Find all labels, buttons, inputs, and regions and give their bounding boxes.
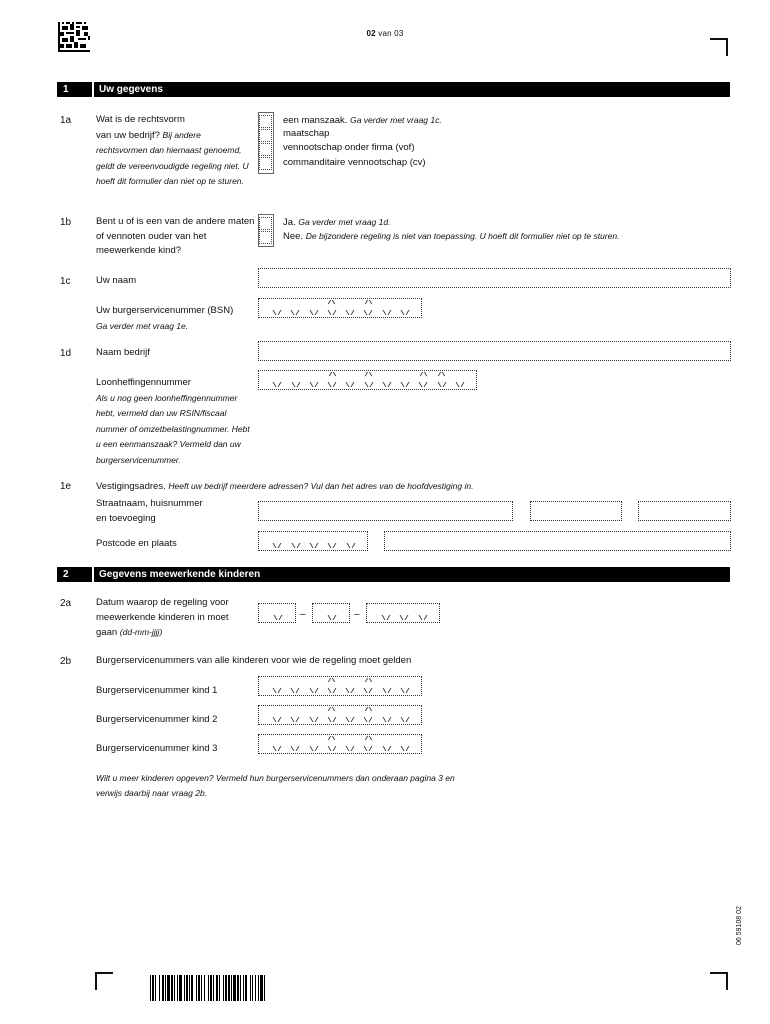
cell-divider [402, 688, 408, 693]
date-year-field[interactable] [366, 603, 440, 623]
barcode [150, 975, 315, 1001]
cell-divider [402, 310, 408, 315]
cell-divider [347, 688, 353, 693]
cell-divider [311, 310, 317, 315]
group-marker [366, 372, 371, 376]
cell-divider [293, 543, 299, 548]
checkbox-nee[interactable] [259, 231, 272, 244]
barcode-bar [201, 975, 202, 1001]
group-marker [330, 372, 335, 376]
housenumber-field[interactable] [530, 501, 622, 521]
barcode-bar [250, 975, 251, 1001]
barcode-bar [152, 975, 154, 1001]
cell-divider [274, 746, 280, 751]
barcode-bar [179, 975, 182, 1001]
cell-divider [366, 382, 372, 387]
barcode-bar [223, 975, 224, 1001]
loonheffingennummer-label: Loonheffingennummer Als u nog geen loonheffingennummer hebt, vermeld dan uw RSIN/fiscaal nummer of omzetbelastingnummer. Hebt u een eenmanszaak? Vermeld dan uw burgerservicenummer. [96, 377, 250, 465]
cell-divider [402, 382, 408, 387]
option-label: maatschap [283, 128, 330, 139]
cell-divider [383, 615, 389, 620]
name-field[interactable] [258, 268, 731, 288]
company-name-field[interactable] [258, 341, 731, 361]
checkbox-vof[interactable] [259, 143, 272, 156]
vestigingsadres-label: Vestigingsadres. Heeft uw bedrijf meerdere adressen? Vul dan het adres van de hoofdvestiging in. [96, 481, 474, 492]
barcode-bar [252, 975, 253, 1001]
option-label: Ja. Ga verder met vraag 1d. [283, 217, 391, 228]
question-number: 1a [60, 115, 72, 126]
barcode-bar [165, 975, 166, 1001]
barcode-bar [155, 975, 156, 1001]
registration-mark-bottom-left [95, 972, 113, 990]
barcode-bar [208, 975, 209, 1001]
cell-divider [402, 717, 408, 722]
barcode-bar [245, 975, 247, 1001]
cell-divider [457, 382, 463, 387]
cell-divider [384, 310, 390, 315]
barcode-bar [171, 975, 173, 1001]
group-marker [421, 372, 426, 376]
group-marker [366, 300, 371, 304]
barcode-bar [219, 975, 220, 1001]
cell-divider [365, 310, 371, 315]
cell-divider [274, 688, 280, 693]
more-children-note: Wilt u meer kinderen opgeven? Vermeld hun burgerservicenummers dan onderaan pagina 3 en verwijs daarbij naar vraag 2b. [96, 773, 455, 798]
cell-divider [329, 543, 335, 548]
child-2-bsn-field[interactable] [258, 705, 422, 725]
cell-divider [329, 615, 335, 620]
cell-divider [329, 382, 335, 387]
barcode-bar [258, 975, 259, 1001]
addition-field[interactable] [638, 501, 731, 521]
child-bsn-label: Burgerservicenummer kind 1 [96, 685, 218, 696]
barcode-bar [204, 975, 205, 1001]
date-separator: – [354, 609, 360, 620]
cell-divider [347, 746, 353, 751]
postcode-field[interactable] [258, 531, 368, 551]
checkbox-maatschap[interactable] [259, 129, 272, 142]
page-number: 02 van 03 [366, 29, 404, 38]
group-marker [329, 300, 334, 304]
street-label: Straatnaam, huisnummer en toevoeging [96, 498, 203, 524]
cell-divider [401, 615, 407, 620]
question-number: 2a [60, 598, 72, 609]
plaats-field[interactable] [384, 531, 731, 551]
cell-divider [384, 382, 390, 387]
barcode-bar [213, 975, 214, 1001]
barcode-bar [162, 975, 164, 1001]
date-day-field[interactable] [258, 603, 296, 623]
checkbox-cv[interactable] [259, 157, 272, 170]
date-month-field[interactable] [312, 603, 350, 623]
barcode-bar [198, 975, 200, 1001]
cell-divider [365, 746, 371, 751]
barcode-bar [260, 975, 263, 1001]
cell-divider [311, 543, 317, 548]
cell-divider [365, 717, 371, 722]
cell-divider [439, 382, 445, 387]
street-field[interactable] [258, 501, 513, 521]
barcode-bar [231, 975, 232, 1001]
option-label: vennootschap onder firma (vof) [283, 142, 415, 153]
cell-divider [348, 543, 354, 548]
child-1-bsn-field[interactable] [258, 676, 422, 696]
barcode-bar [255, 975, 256, 1001]
cell-divider [311, 746, 317, 751]
cell-divider [292, 746, 298, 751]
cell-divider [384, 717, 390, 722]
question-2a-text: Datum waarop de regeling voor meewerkende kinderen in moet gaan (dd-mm-jjjj) [96, 597, 229, 638]
barcode-bar [189, 975, 190, 1001]
barcode-bar [243, 975, 244, 1001]
cell-divider [329, 746, 335, 751]
barcode-bar [210, 975, 212, 1001]
question-2b-text: Burgerservicenummers van alle kinderen voor wie de regeling moet gelden [96, 655, 412, 666]
cell-divider [329, 688, 335, 693]
group-marker [366, 736, 371, 740]
barcode-bar [174, 975, 175, 1001]
cell-divider [292, 310, 298, 315]
checkbox-ja[interactable] [259, 217, 272, 230]
checkbox-eenmanszaak[interactable] [259, 115, 272, 128]
child-3-bsn-field[interactable] [258, 734, 422, 754]
cell-divider [293, 382, 299, 387]
cell-divider [311, 717, 317, 722]
cell-divider [384, 688, 390, 693]
barcode-bar [167, 975, 170, 1001]
barcode-bar [264, 975, 265, 1001]
group-marker [366, 707, 371, 711]
registration-mark-top-right [710, 38, 728, 56]
cell-divider [275, 615, 281, 620]
cell-divider [274, 382, 280, 387]
question-number: 2b [60, 656, 72, 667]
registration-mark-bottom-right [710, 972, 728, 990]
cell-divider [384, 746, 390, 751]
question-number: 1e [60, 481, 72, 492]
cell-divider [347, 717, 353, 722]
cell-divider [292, 688, 298, 693]
company-name-label: Naam bedrijf [96, 347, 150, 358]
section-1-header: 1 Uw gegevens [57, 82, 730, 97]
child-bsn-label: Burgerservicenummer kind 2 [96, 714, 218, 725]
barcode-bar [228, 975, 230, 1001]
group-marker [329, 736, 334, 740]
bsn-label: Uw burgerservicenummer (BSN) Ga verder met vraag 1e. [96, 305, 234, 331]
barcode-bar [186, 975, 188, 1001]
barcode-bar [237, 975, 239, 1001]
postcode-label: Postcode en plaats [96, 538, 177, 549]
barcode-bar [233, 975, 236, 1001]
question-number: 1c [60, 276, 71, 287]
option-label: een manszaak. Ga verder met vraag 1c. [283, 115, 442, 126]
child-bsn-label: Burgerservicenummer kind 3 [96, 743, 218, 754]
cell-divider [292, 717, 298, 722]
date-separator: – [300, 609, 306, 620]
cell-divider [347, 382, 353, 387]
option-label: Nee. De bijzondere regeling is niet van toepassing. U hoeft dit formulier niet op te sturen. [283, 231, 620, 242]
form-code: 06 59108 02 [736, 906, 743, 945]
cell-divider [420, 382, 426, 387]
question-1b-text: Bent u of is een van de andere maten of vennoten ouder van het meewerkende kind? [96, 216, 255, 256]
name-label: Uw naam [96, 275, 137, 286]
barcode-bar [191, 975, 193, 1001]
barcode-bar [240, 975, 241, 1001]
option-label: commanditaire vennootschap (cv) [283, 157, 426, 168]
question-number: 1b [60, 217, 72, 228]
cell-divider [274, 717, 280, 722]
cell-divider [311, 688, 317, 693]
group-marker [329, 707, 334, 711]
barcode-bar [177, 975, 178, 1001]
group-marker [439, 372, 444, 376]
cell-divider [365, 688, 371, 693]
barcode-bar [184, 975, 185, 1001]
cell-divider [329, 717, 335, 722]
cell-divider [347, 310, 353, 315]
cell-divider [274, 543, 280, 548]
section-2-header: 2 Gegevens meewerkende kinderen [57, 567, 730, 582]
bsn-field[interactable] [258, 298, 422, 318]
question-1a-text: Wat is de rechtsvorm van uw bedrijf? Bij andere rechtsvormen dan hiernaast genoemd, geldt de vereenvoudigde regeling niet. U hoeft dit formulier dan niet op te sturen. [96, 114, 249, 186]
loonheffingennummer-field[interactable] [258, 370, 477, 390]
barcode-bar [225, 975, 227, 1001]
group-marker [366, 678, 371, 682]
barcode-bar [216, 975, 218, 1001]
cell-divider [420, 615, 426, 620]
question-number: 1d [60, 348, 72, 359]
barcode-bar [196, 975, 197, 1001]
group-marker [329, 678, 334, 682]
barcode-bar [150, 975, 151, 1001]
cell-divider [311, 382, 317, 387]
cell-divider [274, 310, 280, 315]
cell-divider [329, 310, 335, 315]
cell-divider [402, 746, 408, 751]
barcode-bar [159, 975, 160, 1001]
